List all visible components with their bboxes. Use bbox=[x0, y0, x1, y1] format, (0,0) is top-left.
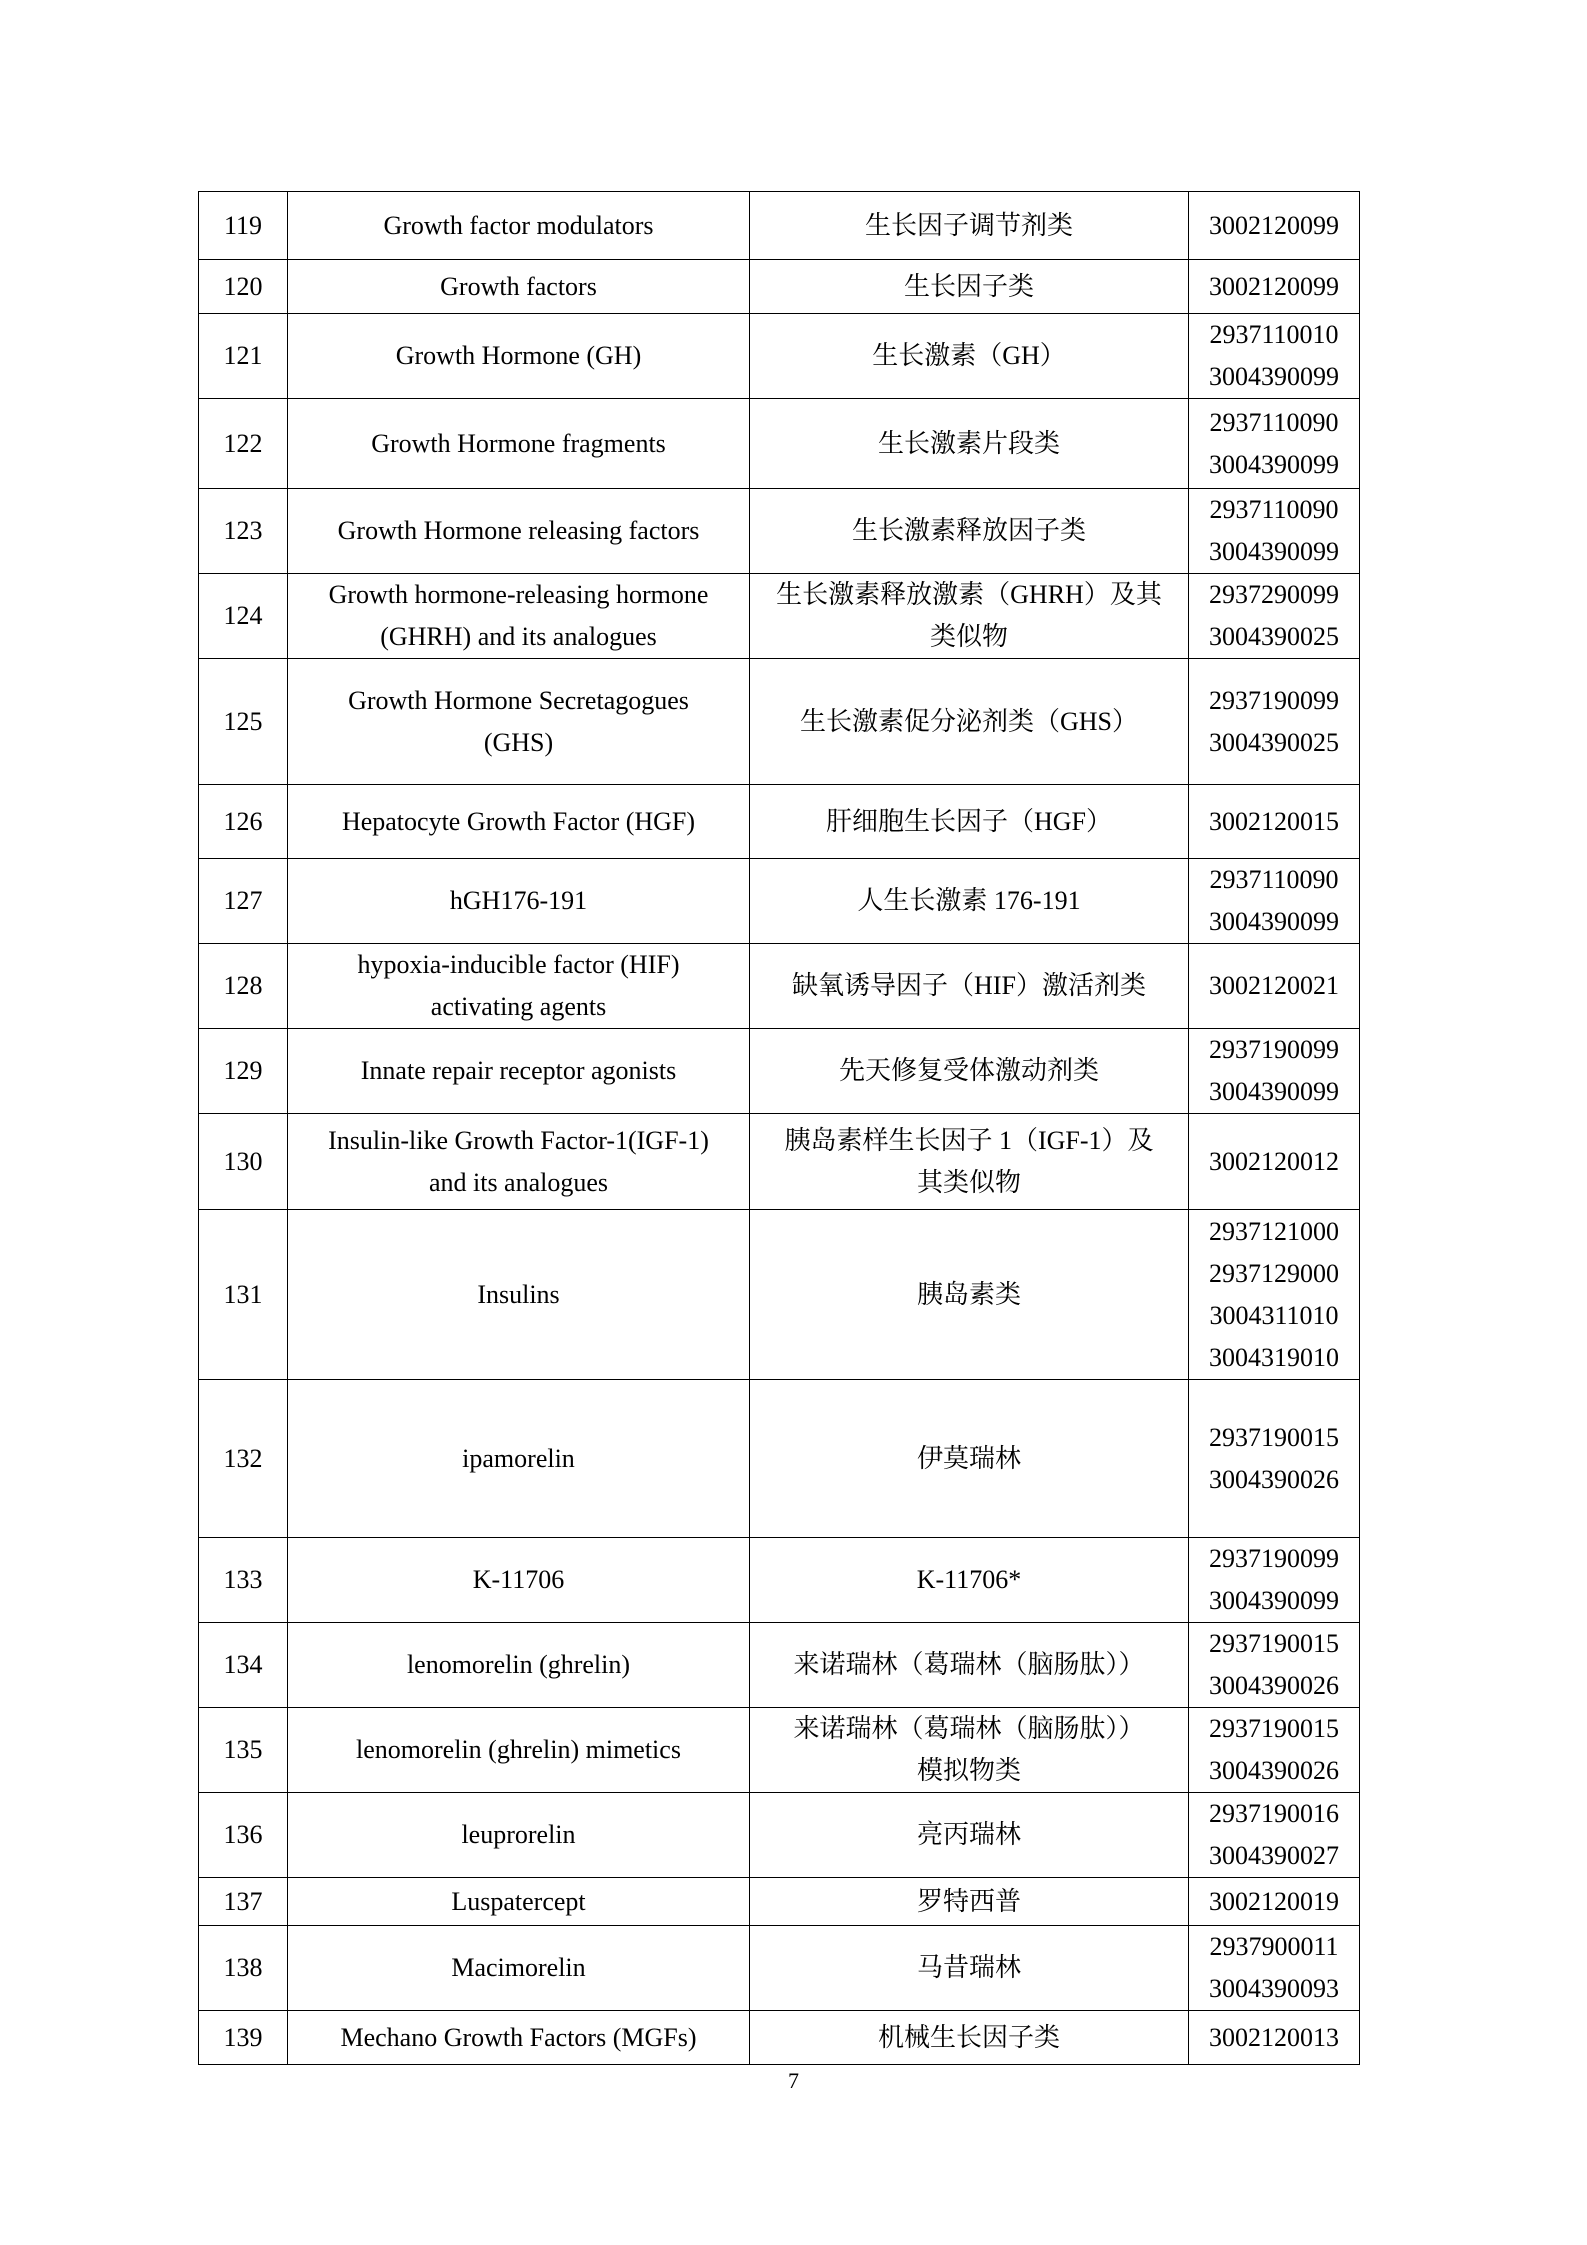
table-row bbox=[199, 2011, 1360, 2065]
table-row bbox=[199, 1926, 1360, 2011]
chinese-name: 来诺瑞林（葛瑞林（脑肠肽）） 模拟物类 bbox=[750, 1708, 1189, 1793]
table-row bbox=[199, 489, 1360, 574]
english-name: hGH176-191 bbox=[288, 859, 750, 944]
hs-codes: 2937190016 3004390027 bbox=[1189, 1793, 1360, 1878]
chinese-name: 罗特西普 bbox=[750, 1878, 1189, 1926]
row-number: 126 bbox=[199, 785, 288, 859]
table-row bbox=[199, 314, 1360, 399]
row-number: 135 bbox=[199, 1708, 288, 1793]
row-number: 138 bbox=[199, 1926, 288, 2011]
row-number: 127 bbox=[199, 859, 288, 944]
chinese-name: 生长激素释放激素（GHRH）及其 类似物 bbox=[750, 574, 1189, 659]
chinese-name: 先天修复受体激动剂类 bbox=[750, 1029, 1189, 1114]
hs-codes: 2937110010 3004390099 bbox=[1189, 314, 1360, 399]
row-number: 120 bbox=[199, 260, 288, 314]
table-row bbox=[199, 574, 1360, 659]
english-name: Growth Hormone Secretagogues (GHS) bbox=[288, 659, 750, 785]
hs-codes: 2937110090 3004390099 bbox=[1189, 859, 1360, 944]
row-number: 136 bbox=[199, 1793, 288, 1878]
row-number: 132 bbox=[199, 1380, 288, 1538]
row-number: 129 bbox=[199, 1029, 288, 1114]
table-row bbox=[199, 260, 1360, 314]
table-row bbox=[199, 659, 1360, 785]
hs-codes: 2937290099 3004390025 bbox=[1189, 574, 1360, 659]
page-number: 7 bbox=[788, 2068, 799, 2093]
chinese-name: 生长激素片段类 bbox=[750, 399, 1189, 489]
hs-codes: 2937190099 3004390099 bbox=[1189, 1029, 1360, 1114]
table-row bbox=[199, 1029, 1360, 1114]
hs-codes: 3002120099 bbox=[1189, 192, 1360, 260]
english-name: Mechano Growth Factors (MGFs) bbox=[288, 2011, 750, 2065]
english-name: Innate repair receptor agonists bbox=[288, 1029, 750, 1114]
row-number: 131 bbox=[199, 1210, 288, 1380]
english-name: Insulin-like Growth Factor-1(IGF-1) and its analogues bbox=[288, 1114, 750, 1210]
english-name: Insulins bbox=[288, 1210, 750, 1380]
table-row bbox=[199, 192, 1360, 260]
table-row bbox=[199, 1114, 1360, 1210]
row-number: 119 bbox=[199, 192, 288, 260]
chinese-name: 马昔瑞林 bbox=[750, 1926, 1189, 2011]
table-row bbox=[199, 399, 1360, 489]
row-number: 124 bbox=[199, 574, 288, 659]
hs-codes: 2937190015 3004390026 bbox=[1189, 1708, 1360, 1793]
hs-codes: 2937900011 3004390093 bbox=[1189, 1926, 1360, 2011]
table-row bbox=[199, 859, 1360, 944]
hs-codes: 3002120013 bbox=[1189, 2011, 1360, 2065]
english-name: lenomorelin (ghrelin) mimetics bbox=[288, 1708, 750, 1793]
chinese-name: 生长激素促分泌剂类（GHS） bbox=[750, 659, 1189, 785]
english-name: hypoxia-inducible factor (HIF) activating agents bbox=[288, 944, 750, 1029]
english-name: Hepatocyte Growth Factor (HGF) bbox=[288, 785, 750, 859]
english-name: Growth Hormone fragments bbox=[288, 399, 750, 489]
row-number: 134 bbox=[199, 1623, 288, 1708]
hs-codes: 2937110090 3004390099 bbox=[1189, 399, 1360, 489]
english-name: ipamorelin bbox=[288, 1380, 750, 1538]
table-row bbox=[199, 944, 1360, 1029]
row-number: 121 bbox=[199, 314, 288, 399]
chinese-name: K-11706* bbox=[750, 1538, 1189, 1623]
hs-codes: 3002120012 bbox=[1189, 1114, 1360, 1210]
chinese-name: 肝细胞生长因子（HGF） bbox=[750, 785, 1189, 859]
english-name: Luspatercept bbox=[288, 1878, 750, 1926]
row-number: 122 bbox=[199, 399, 288, 489]
chinese-name: 伊莫瑞林 bbox=[750, 1380, 1189, 1538]
hs-codes: 2937190015 3004390026 bbox=[1189, 1380, 1360, 1538]
chinese-name: 缺氧诱导因子（HIF）激活剂类 bbox=[750, 944, 1189, 1029]
chinese-name: 来诺瑞林（葛瑞林（脑肠肽）） bbox=[750, 1623, 1189, 1708]
english-name: Growth Hormone (GH) bbox=[288, 314, 750, 399]
hs-codes: 3002120021 bbox=[1189, 944, 1360, 1029]
english-name: leuprorelin bbox=[288, 1793, 750, 1878]
english-name: Growth factors bbox=[288, 260, 750, 314]
hs-codes: 2937190099 3004390099 bbox=[1189, 1538, 1360, 1623]
hs-codes: 3002120015 bbox=[1189, 785, 1360, 859]
row-number: 130 bbox=[199, 1114, 288, 1210]
chinese-name: 生长激素（GH） bbox=[750, 314, 1189, 399]
table-row bbox=[199, 1708, 1360, 1793]
hs-codes: 3002120019 bbox=[1189, 1878, 1360, 1926]
substance-table bbox=[198, 191, 1360, 2065]
table-row bbox=[199, 1538, 1360, 1623]
row-number: 139 bbox=[199, 2011, 288, 2065]
english-name: Growth factor modulators bbox=[288, 192, 750, 260]
chinese-name: 亮丙瑞林 bbox=[750, 1793, 1189, 1878]
row-number: 123 bbox=[199, 489, 288, 574]
hs-codes: 3002120099 bbox=[1189, 260, 1360, 314]
table-row bbox=[199, 1878, 1360, 1926]
english-name: Macimorelin bbox=[288, 1926, 750, 2011]
table-row bbox=[199, 785, 1360, 859]
row-number: 133 bbox=[199, 1538, 288, 1623]
hs-codes: 2937190015 3004390026 bbox=[1189, 1623, 1360, 1708]
chinese-name: 人生长激素 176-191 bbox=[750, 859, 1189, 944]
english-name: lenomorelin (ghrelin) bbox=[288, 1623, 750, 1708]
hs-codes: 2937110090 3004390099 bbox=[1189, 489, 1360, 574]
chinese-name: 机械生长因子类 bbox=[750, 2011, 1189, 2065]
row-number: 128 bbox=[199, 944, 288, 1029]
table-row bbox=[199, 1623, 1360, 1708]
hs-codes: 2937190099 3004390025 bbox=[1189, 659, 1360, 785]
chinese-name: 生长因子调节剂类 bbox=[750, 192, 1189, 260]
english-name: Growth Hormone releasing factors bbox=[288, 489, 750, 574]
chinese-name: 胰岛素样生长因子 1（IGF-1）及 其类似物 bbox=[750, 1114, 1189, 1210]
english-name: Growth hormone-releasing hormone (GHRH) and its analogues bbox=[288, 574, 750, 659]
chinese-name: 生长激素释放因子类 bbox=[750, 489, 1189, 574]
table-row bbox=[199, 1793, 1360, 1878]
english-name: K-11706 bbox=[288, 1538, 750, 1623]
chinese-name: 生长因子类 bbox=[750, 260, 1189, 314]
hs-codes: 2937121000 2937129000 3004311010 3004319010 bbox=[1189, 1210, 1360, 1380]
table-row bbox=[199, 1380, 1360, 1538]
table-row bbox=[199, 1210, 1360, 1380]
chinese-name: 胰岛素类 bbox=[750, 1210, 1189, 1380]
row-number: 137 bbox=[199, 1878, 288, 1926]
row-number: 125 bbox=[199, 659, 288, 785]
